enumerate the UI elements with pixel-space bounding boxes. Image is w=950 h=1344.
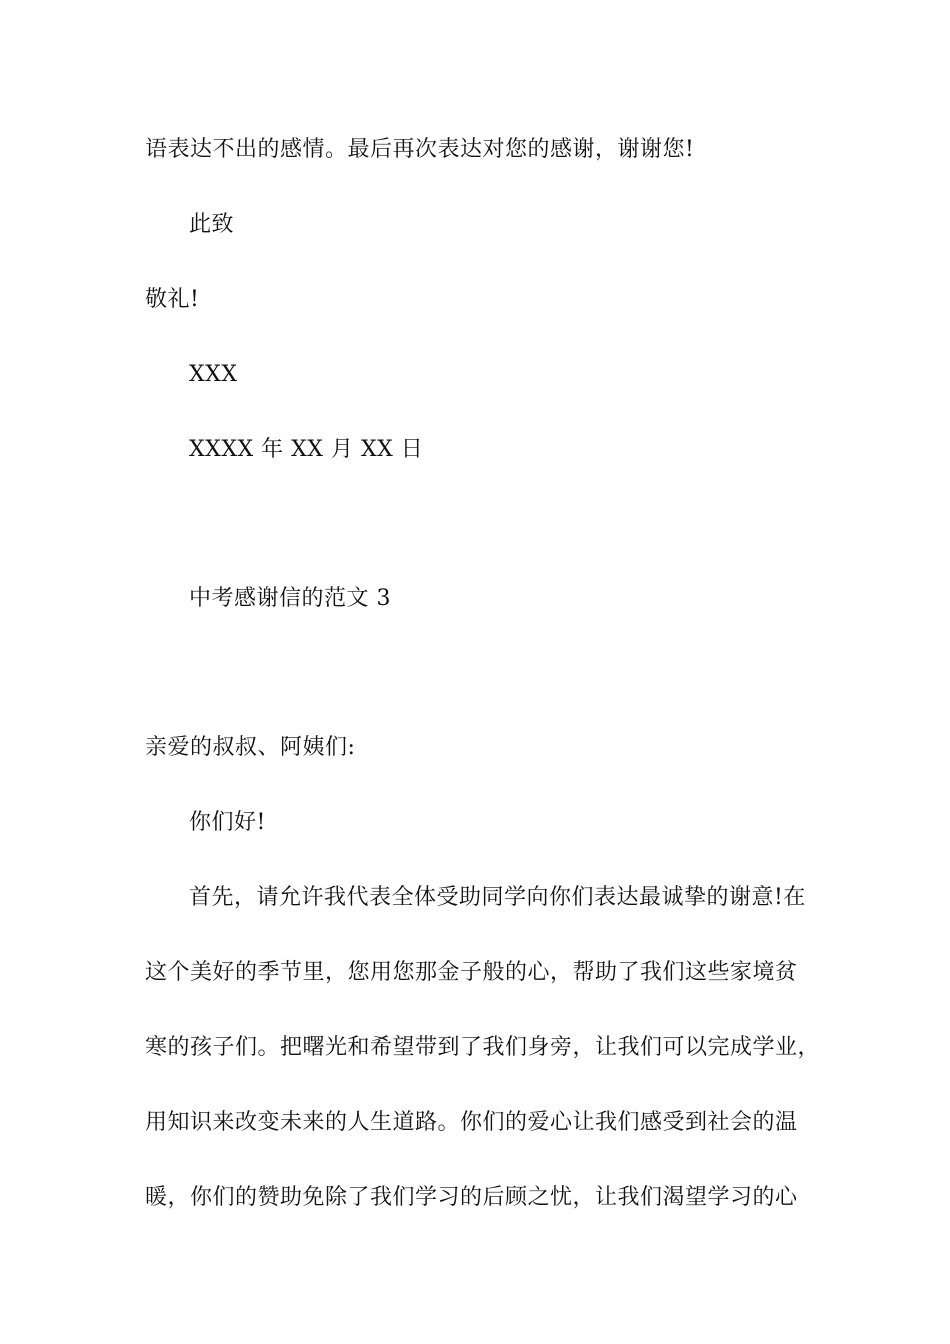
letter-hello: 你们好! — [189, 810, 266, 835]
body-paragraph-line: 暖，你们的赞助免除了我们学习的后顾之忧，让我们渴望学习的心 — [145, 1185, 798, 1210]
body-paragraph-line: 首先，请允许我代表全体受助同学向你们表达最诚挚的谢意!在 — [189, 885, 806, 910]
body-paragraph-line: 用知识来改变未来的人生道路。你们的爱心让我们感受到社会的温 — [145, 1110, 798, 1135]
body-paragraph-line: 寒的孩子们。把曙光和希望带到了我们身旁，让我们可以完成学业， — [145, 1035, 821, 1060]
text-line: 语表达不出的感情。最后再次表达对您的感谢，谢谢您! — [145, 137, 695, 162]
closing-regards: 敬礼! — [145, 287, 200, 312]
signature-name: XXX — [189, 362, 238, 387]
letter-greeting: 亲爱的叔叔、阿姨们: — [145, 735, 356, 760]
section-title: 中考感谢信的范文 3 — [189, 586, 391, 611]
signature-date: XXXX 年 XX 月 XX 日 — [189, 437, 424, 462]
closing-salutation: 此致 — [189, 212, 235, 237]
body-paragraph-line: 这个美好的季节里，您用您那金子般的心，帮助了我们这些家境贫 — [145, 960, 798, 985]
